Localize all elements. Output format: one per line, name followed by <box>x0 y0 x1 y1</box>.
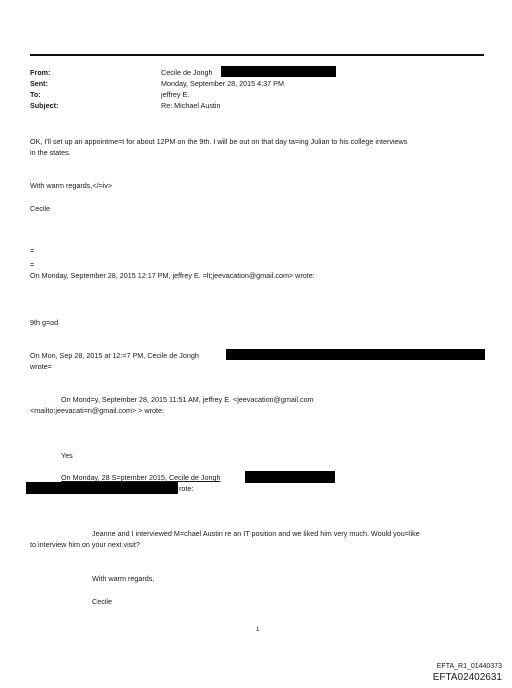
quote-header: On Monday, September 28, 2015 12:17 PM, jeffrey E. =lt;jeevacation@gmail.com> wrote: <box>30 271 315 280</box>
encoding-artifact: = <box>30 246 35 255</box>
from-label: From: <box>30 68 51 77</box>
quote-header: On Mond=y, September 28, 2015 11:51 AM, jeffrey E. <jeevacation@gmail.com <box>61 395 314 404</box>
redaction-box <box>26 482 178 494</box>
reply-text: 9th g=od <box>30 318 59 327</box>
to-value: jeffrey E. <box>161 90 190 99</box>
regards-text: With warm regards,</=iv> <box>30 181 113 190</box>
from-value: Cecile de Jongh <box>161 68 213 77</box>
quote-header: <mailto:jeevacati=n@gmail.com> > wrote: <box>30 406 164 415</box>
subject-value: Re: Michael Austin <box>161 101 221 110</box>
redaction-box <box>226 349 485 360</box>
encoding-artifact: = <box>30 260 35 269</box>
to-label: To: <box>30 90 41 99</box>
quote-header: On Monday, 28 S=ptember 2015, Cecile de Jongh <box>61 473 221 482</box>
redaction-box <box>221 66 336 77</box>
redaction-box <box>245 471 335 483</box>
sent-label: Sent: <box>30 79 48 88</box>
page-number: 1 <box>256 627 260 633</box>
body-paragraph-line: OK, I'll set up an appointme=t for about 12PM on the 9th. I will be out on that day ta=ing Julian to his college interviews <box>30 137 408 146</box>
body-paragraph-line: to interview him on your next visit? <box>30 540 140 549</box>
body-paragraph-line: Jeanne and I interviewed M=chael Austin re an IT position and we liked him very much. Would you=like <box>92 529 420 538</box>
header-divider <box>30 54 484 56</box>
signature-name: Cecile <box>92 597 112 606</box>
reply-text: Yes <box>61 451 73 460</box>
body-paragraph-line: in the states. <box>30 148 71 157</box>
sent-value: Monday, September 28, 2015 4:37 PM <box>161 79 284 88</box>
bates-number: EFTA02402631 <box>432 672 502 683</box>
regards-text: With warm regards, <box>92 574 155 583</box>
quote-wrote: rote: <box>179 484 194 493</box>
subject-label: Subject: <box>30 101 59 110</box>
quote-wrote: wrote= <box>30 362 52 371</box>
quote-header: On Mon, Sep 28, 2015 at 12:=7 PM, Cecile de Jongh <box>30 351 199 360</box>
bates-number: EFTA_R1_01440373 <box>436 663 502 670</box>
signature-name: Cecile <box>30 204 50 213</box>
